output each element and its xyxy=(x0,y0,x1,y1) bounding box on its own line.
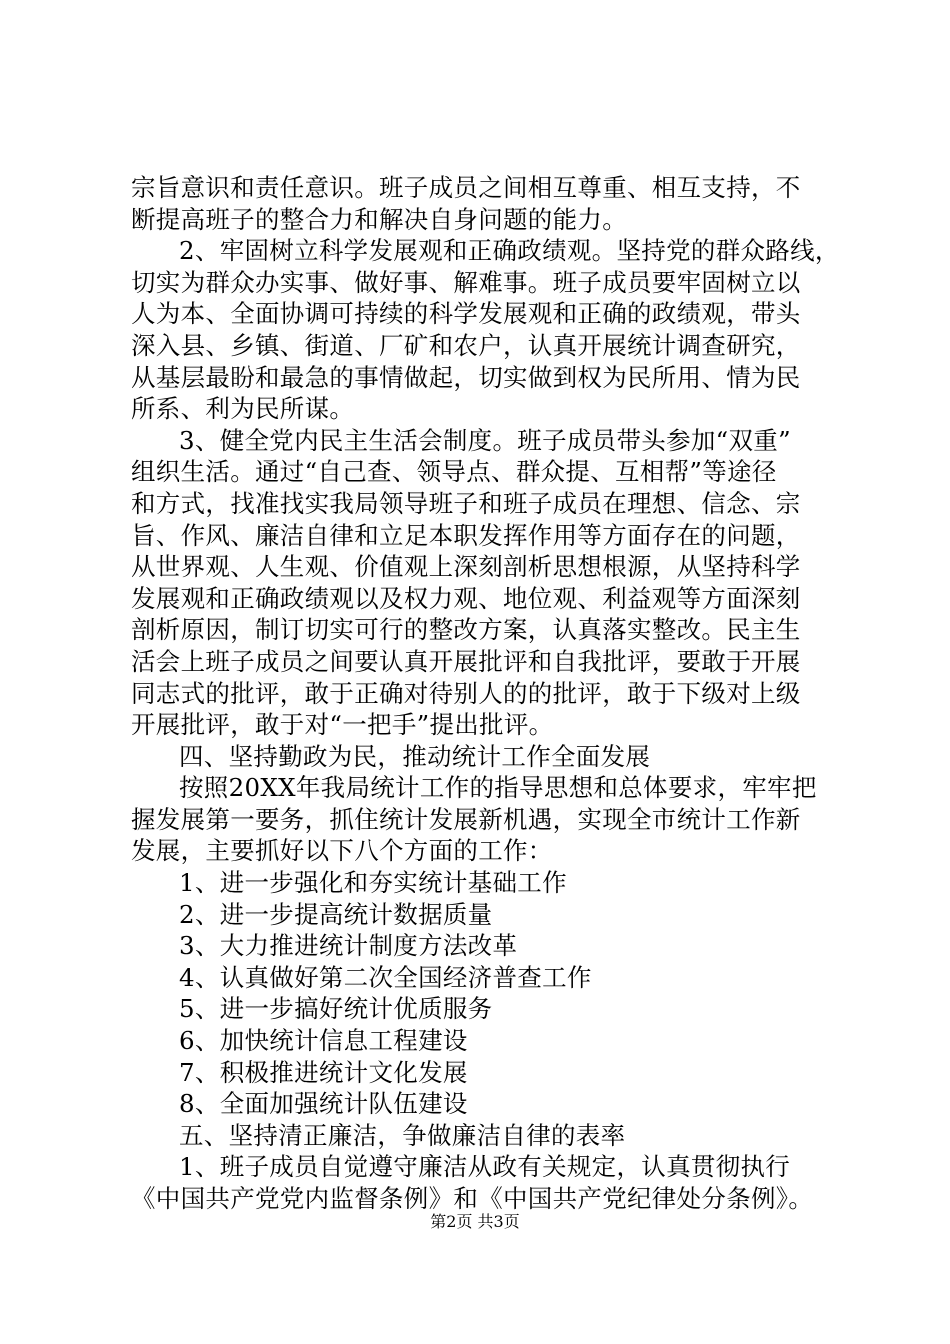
text-line: 握发展第一要务，抓住统计发展新机遇，实现全市统计工作新 xyxy=(131,804,801,834)
text-line: 断提高班子的整合力和解决自身问题的能力。 xyxy=(131,204,627,234)
text-line: 1、班子成员自觉遵守廉洁从政有关规定，认真贯彻执行 xyxy=(179,1152,791,1182)
text-line: 5、进一步搞好统计优质服务 xyxy=(179,994,493,1024)
text-line: 五、坚持清正廉洁，争做廉洁自律的表率 xyxy=(179,1120,626,1150)
text-line: 2、牢固树立科学发展观和正确政绩观。坚持党的群众路线， xyxy=(179,236,840,266)
body-text xyxy=(131,172,840,1215)
text-line: 3、大力推进统计制度方法改革 xyxy=(179,931,518,961)
text-line: 切实为群众办实事、做好事、解难事。班子成员要牢固树立以 xyxy=(131,267,801,297)
text-line: 6、加快统计信息工程建设 xyxy=(179,1026,468,1056)
text-line: 组织生活。通过“自己查、领导点、群众提、互相帮”等途径 xyxy=(131,457,777,487)
text-line: 剖析原因，制订切实可行的整改方案，认真落实整改。民主生 xyxy=(131,615,801,645)
text-line: 3、健全党内民主生活会制度。班子成员带头参加“双重” xyxy=(179,425,791,455)
text-line: 1、进一步强化和夯实统计基础工作 xyxy=(179,868,567,898)
text-line: 4、认真做好第二次全国经济普查工作 xyxy=(179,962,592,992)
text-line: 发展，主要抓好以下八个方面的工作： xyxy=(131,836,553,866)
text-line: 四、坚持勤政为民，推动统计工作全面发展 xyxy=(179,741,651,771)
text-line: 同志式的批评，敢于正确对待别人的的批评，敢于下级对上级 xyxy=(131,678,801,708)
text-line: 发展观和正确政绩观以及权力观、地位观、利益观等方面深刻 xyxy=(131,583,801,613)
text-line: 7、积极推进统计文化发展 xyxy=(179,1057,468,1087)
text-line: 开展批评，敢于对“一把手”提出批评。 xyxy=(131,710,554,740)
text-line: 和方式，找准找实我局领导班子和班子成员在理想、信念、宗 xyxy=(131,488,801,518)
text-line: 深入县、乡镇、街道、厂矿和农户，认真开展统计调查研究， xyxy=(131,330,801,360)
text-line: 8、全面加强统计队伍建设 xyxy=(179,1089,468,1119)
text-line: 从世界观、人生观、价值观上深刻剖析思想根源，从坚持科学 xyxy=(131,552,801,582)
page-footer: 第2页 共3页 xyxy=(430,1212,520,1231)
text-line: 《中国共产党党内监督条例》和《中国共产党纪律处分条例》。 xyxy=(131,1184,814,1213)
text-line: 2、进一步提高统计数据质量 xyxy=(179,899,493,929)
text-line: 宗旨意识和责任意识。班子成员之间相互尊重、相互支持，不 xyxy=(131,173,801,202)
text-line: 活会上班子成员之间要认真开展批评和自我批评，要敢于开展 xyxy=(131,646,801,676)
text-line: 人为本、全面协调可持续的科学发展观和正确的政绩观，带头 xyxy=(131,299,801,329)
text-line: 所系、利为民所谋。 xyxy=(131,394,355,424)
text-line: 从基层最盼和最急的事情做起，切实做到权为民所用、情为民 xyxy=(131,362,801,392)
text-line: 旨、作风、廉洁自律和立足本职发挥作用等方面存在的问题， xyxy=(131,520,801,550)
text-line: 按照20XX年我局统计工作的指导思想和总体要求，牢牢把 xyxy=(179,773,817,803)
